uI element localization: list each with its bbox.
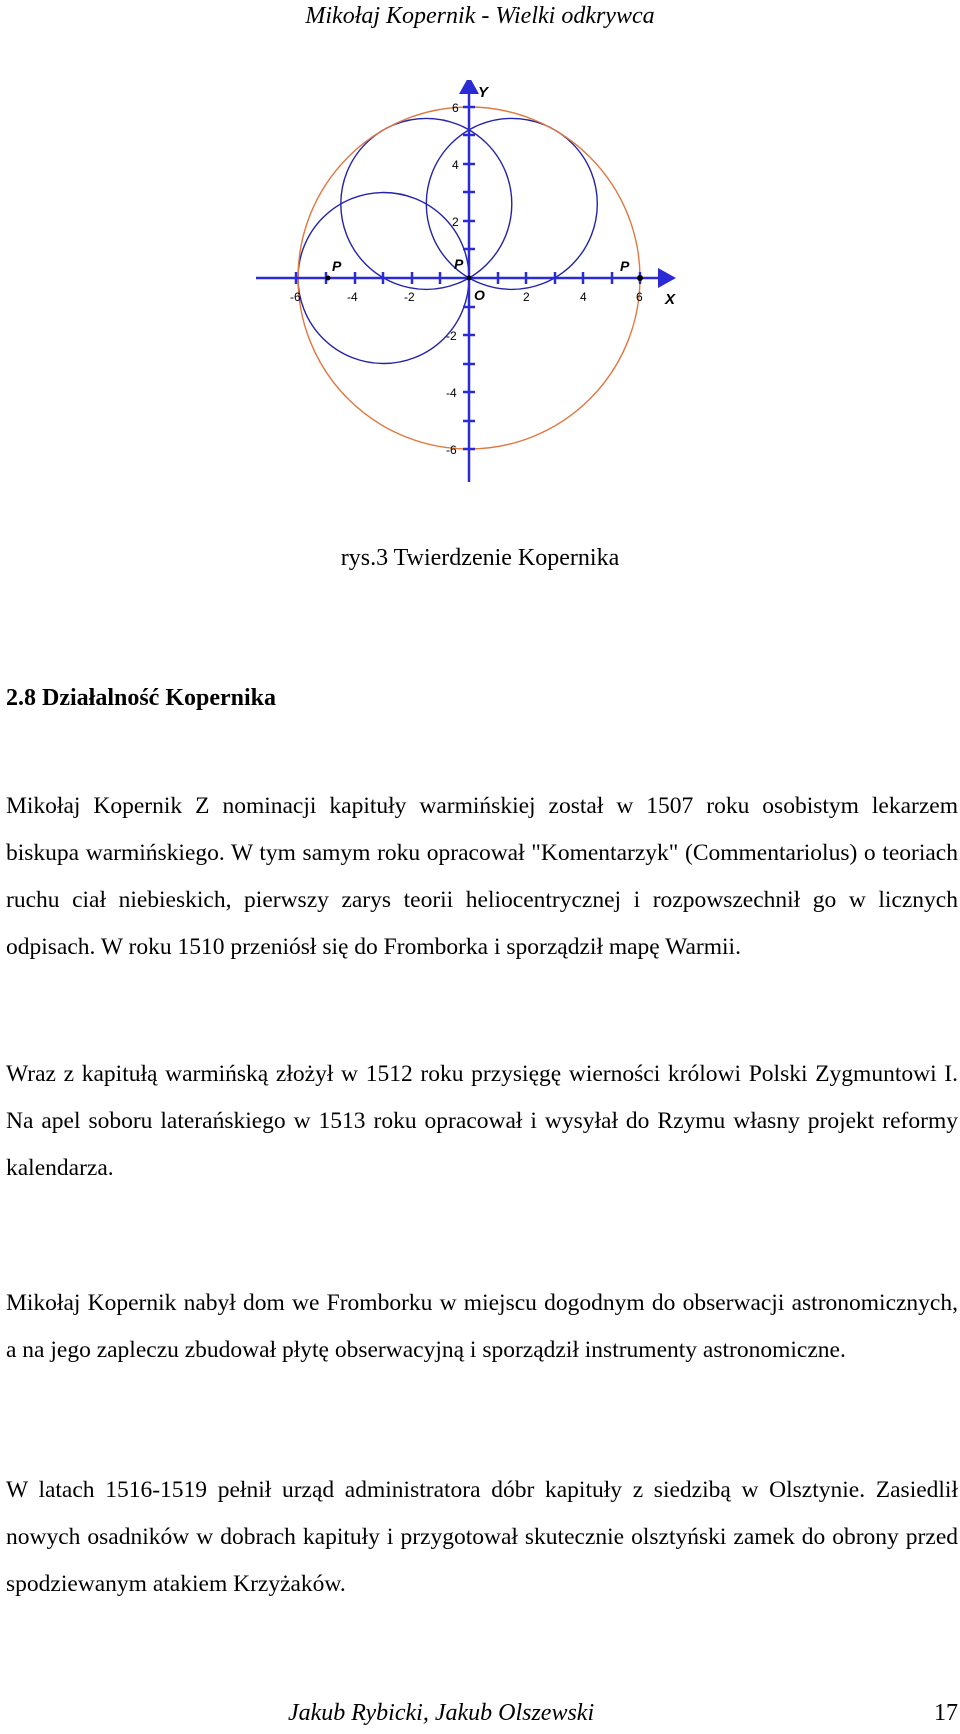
footer-authors: Jakub Rybicki, Jakub Olszewski bbox=[288, 1700, 595, 1726]
figure-caption: rys.3 Twierdzenie Kopernika bbox=[340, 545, 620, 571]
point-marker bbox=[467, 276, 472, 281]
y-tick-label: -4 bbox=[446, 386, 457, 400]
paragraph: Mikołaj Kopernik Z nominacji kapituły warmińskiej został w 1507 roku osobistym lekarzem biskupa warmińskiego. W tym samym roku opracował "Komentarzyk" (Commentariolus) o teoriach ruchu ciał niebieskich, pierwszy zarys teorii heliocentrycznej i rozpowszechnił go w licznych odpisach. W roku 1510 przeniósł się do Fromborka i sporządził mapę Warmii. bbox=[6, 793, 958, 960]
paragraph: Mikołaj Kopernik nabył dom we Fromborku w miejscu dogodnym do obserwacji astronomicznych, a na jego zapleczu zbudował płytę obserwacyjną i sporządził instrumenty astronomiczne. bbox=[6, 1290, 958, 1363]
copernicus-theorem-figure bbox=[256, 80, 716, 500]
point-marker bbox=[326, 276, 331, 281]
section-heading: 2.8 Działalność Kopernika bbox=[6, 685, 277, 711]
x-tick-label: 2 bbox=[523, 290, 530, 304]
y-tick-label: 2 bbox=[452, 215, 459, 229]
paragraph: W latach 1516-1519 pełnił urząd administratora dóbr kapituły z siedzibą w Olsztynie. Zasiedlił nowych osadników w dobrach kapituły i przygotował skutecznie olsztyński zamek do obrony przed spodziewanym atakiem Krzyżaków. bbox=[6, 1477, 958, 1597]
x-tick-label: -2 bbox=[404, 290, 415, 304]
y-tick-label: -2 bbox=[446, 329, 457, 343]
y-axis-label: Y bbox=[478, 84, 489, 101]
y-tick-label: 4 bbox=[452, 158, 459, 172]
x-tick-label: -6 bbox=[290, 290, 301, 304]
x-axis bbox=[256, 272, 661, 284]
x-tick-label: 6 bbox=[636, 290, 643, 304]
running-header: Mikołaj Kopernik - Wielki odkrywca bbox=[305, 3, 655, 29]
y-tick-label: -6 bbox=[446, 443, 457, 457]
x-tick-label: -4 bbox=[347, 290, 358, 304]
page-number: 17 bbox=[934, 1700, 958, 1726]
small-circles bbox=[298, 118, 597, 363]
x-axis-arrow bbox=[658, 268, 676, 288]
origin-label: O bbox=[474, 287, 485, 303]
point-label-p: P bbox=[454, 256, 464, 272]
x-tick-label: 4 bbox=[580, 290, 587, 304]
y-axis-arrow bbox=[459, 80, 479, 94]
point-marker bbox=[637, 275, 643, 281]
point-label-p: P bbox=[620, 258, 630, 274]
x-axis-label: X bbox=[665, 291, 676, 308]
paragraph: Wraz z kapitułą warmińską złożył w 1512 roku przysięgę wierności królowi Polski Zygmuntowi I. Na apel soboru laterańskiego w 1513 roku opracował i wysyłał do Rzymu własny projekt reformy kalendarza. bbox=[6, 1061, 958, 1181]
y-tick-label: 6 bbox=[452, 101, 459, 115]
point-label-p: P bbox=[332, 258, 342, 274]
